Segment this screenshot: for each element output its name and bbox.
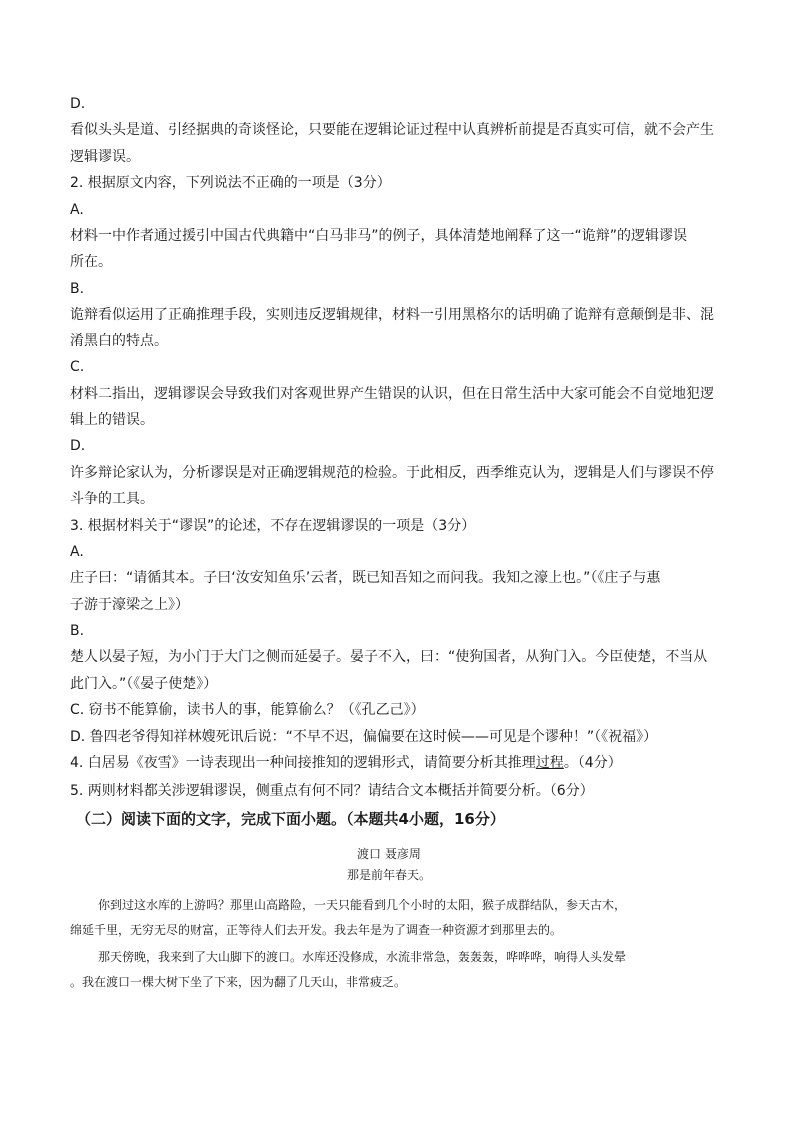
- q3-option-a-label: A.: [70, 544, 84, 560]
- q4-stem-underlined: 过程: [535, 755, 564, 771]
- q4-stem: [70, 754, 622, 772]
- q1-option-d-label: D.: [70, 96, 86, 112]
- q3-option-b-line2: 此门入。”（《晏子使楚》）: [70, 676, 218, 692]
- q2-option-a-line1: 材料一中作者通过援引中国古代典籍中“白马非马”的例子，具体清楚地阐释了这一“诡辩”的逻辑谬误: [70, 228, 688, 244]
- q2-option-a-label: A.: [70, 202, 84, 218]
- q2-option-d-label: D.: [70, 438, 86, 454]
- q1-option-d-line2: 逻辑谬误。: [70, 149, 140, 165]
- q2-option-c-line1: 材料二指出，逻辑谬误会导致我们对客观世界产生错误的认识，但在日常生活中大家可能会不自觉地犯逻: [70, 386, 714, 402]
- story-p1-line2: 绵延千里，无穷无尽的财富，正等待人们去开发。我去年是为了调查一种资源才到那里去的。: [70, 923, 563, 937]
- section-heading: （二）阅读下面的文字，完成下面小题。（本题共4小题，16分）: [76, 810, 505, 828]
- story-p2-line2: 。我在渡口一棵大树下坐了下来，因为翻了几天山，非常疲乏。: [70, 975, 407, 989]
- q2-option-b-line1: 诡辩看似运用了正确推理手段，实则违反逻辑规律，材料一引用黑格尔的话明确了诡辩有意颠倒是非、混: [70, 307, 714, 323]
- q3-option-b-line1: 楚人以晏子短，为小门于大门之侧而延晏子。晏子不入，曰：“使狗国者，从狗门入。今臣使楚，不当从: [70, 649, 708, 665]
- q3-option-d: D. 鲁四老爷得知祥林嫂死讯后说：“不早不迟，偏偏要在这时候——可见是个谬种！”（《祝福》）: [70, 729, 658, 745]
- q2-option-b-label: B.: [70, 281, 85, 297]
- q5-stem: 5. 两则材料都关涉逻辑谬误，侧重点有何不同？请结合文本概括并简要分析。（6分）: [70, 783, 594, 799]
- q3-option-a-line1: 庄子曰：“请循其本。子曰‘汝安知鱼乐’云者，既已知吾知之而问我。我知之濠上也。”（《庄子与惠: [70, 570, 661, 586]
- story-p2-line1: 那天傍晚，我来到了大山脚下的渡口。水库还没修成，水流非常急，轰轰轰，哗哗哗，响得人头发晕: [98, 950, 627, 964]
- story-p1-line1: 你到过这水库的上游吗？那里山高路险，一天只能看到几个小时的太阳，猴子成群结队，参天古木，: [98, 898, 627, 912]
- q2-stem: 2. 根据原文内容，下列说法不正确的一项是（3分）: [70, 175, 391, 191]
- q3-option-b-label: B.: [70, 623, 85, 639]
- q2-option-c-line2: 辑上的错误。: [70, 412, 154, 428]
- q2-option-d-line1: 许多辩论家认为，分析谬误是对正确逻辑规范的检验。于此相反，西季维克认为，逻辑是人们与谬误不停: [70, 465, 714, 481]
- q3-option-c: C. 窃书不能算偷，读书人的事，能算偷么？（《孔乙己》）: [70, 702, 425, 718]
- q2-option-a-line2: 所在。: [70, 254, 112, 270]
- q4-stem-score: 。（4分）: [563, 755, 622, 771]
- q2-option-d-line2: 斗争的工具。: [70, 491, 154, 507]
- q3-option-a-line2: 子游于濠梁之上》）: [70, 597, 189, 613]
- q2-option-c-label: C.: [70, 359, 85, 375]
- q4-stem-text: 4. 白居易《夜雪》一诗表现出一种间接推知的逻辑形式，请简要分析其推理: [70, 755, 536, 771]
- story-title: 渡口 聂彦周: [357, 847, 421, 861]
- q2-option-b-line2: 淆黑白的特点。: [70, 333, 168, 349]
- story-subtitle: 那是前年春天。: [347, 868, 432, 882]
- q3-stem: 3. 根据材料关于“谬误”的论述，不存在逻辑谬误的一项是（3分）: [70, 518, 476, 534]
- q1-option-d-line1: 看似头头是道、引经据典的奇谈怪论，只要能在逻辑论证过程中认真辨析前提是否真实可信，就不会产生: [70, 122, 714, 138]
